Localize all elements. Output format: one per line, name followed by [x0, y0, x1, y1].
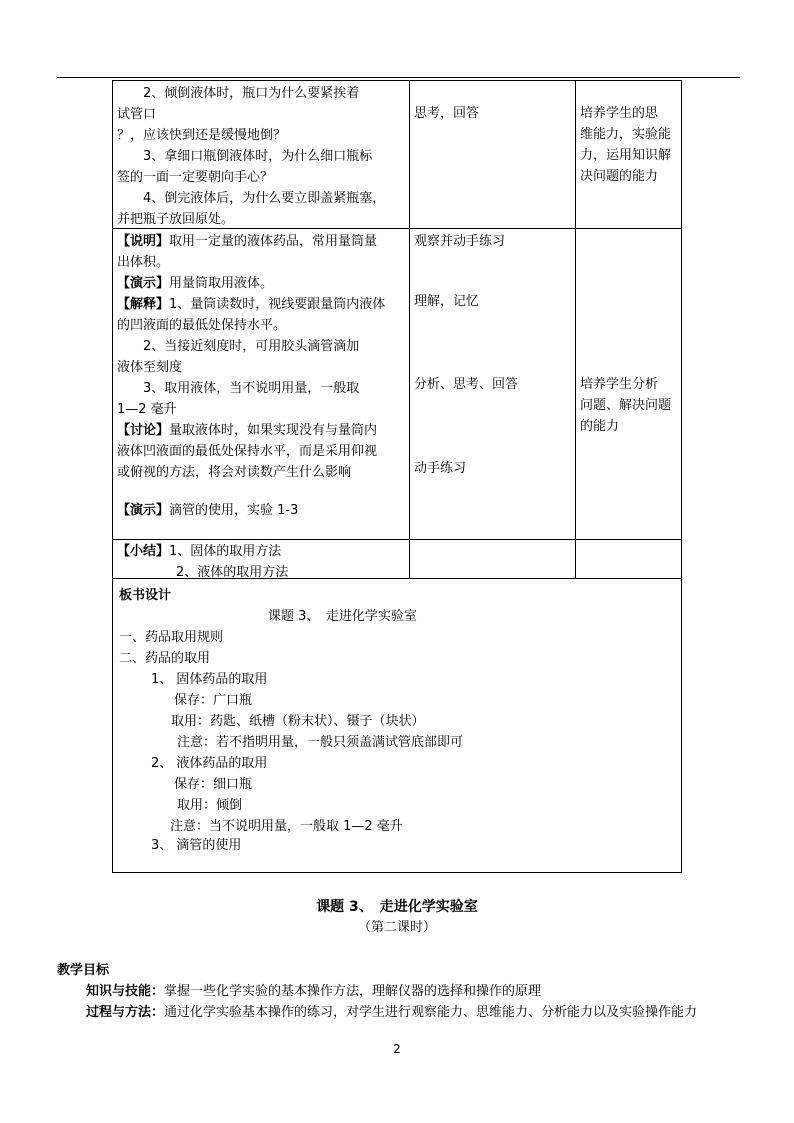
- question-line: 并把瓶子放回原处。: [117, 212, 235, 227]
- objective-label: 知识与技能：: [86, 984, 165, 999]
- objective-process: [86, 1002, 697, 1023]
- header-rule: [57, 77, 740, 78]
- board-line: 二、药品的取用: [119, 651, 211, 666]
- column-divider-1: [409, 81, 410, 578]
- activity-line: 或俯视的方法，将会对读数产生什么影响: [117, 465, 352, 480]
- intent-line: 力，运用知识解: [580, 148, 672, 163]
- question-line: ？，应该快到还是缓慢地倒？: [117, 128, 287, 143]
- board-line: 一、药品取用规则: [119, 630, 224, 645]
- lesson-subtitle: （第二课时）: [357, 920, 436, 935]
- objective-text: 通过化学实验基本操作的练习，对学生进行观察能力、思维能力、分析能力以及实验操作能力: [164, 1005, 698, 1020]
- activity-line: 3、取用液体，当不说明用量，一般取: [117, 381, 360, 396]
- tag-label: 【说明】: [117, 234, 170, 249]
- board-line: 保存：广口瓶: [174, 693, 253, 708]
- board-line: 注意：若不指明用量，一般只须盖满试管底部即可: [177, 735, 464, 750]
- tag-label: 【演示】: [117, 276, 170, 291]
- lesson-title: 课题 3、 走进化学实验室: [316, 899, 478, 915]
- objective-knowledge: [86, 981, 541, 1002]
- activity-line: [117, 500, 409, 521]
- activity-text: 滴管的使用，实验 1-3: [169, 503, 299, 518]
- student-line: 观察并动手练习: [414, 234, 506, 249]
- student-line: 理解，记忆: [414, 294, 480, 309]
- activity-line: [117, 420, 409, 441]
- intent-line: 问题、解决问题: [580, 398, 672, 413]
- board-line: 取用：倾倒: [177, 798, 243, 813]
- question-line: 3、拿细口瓶倒液体时，为什么细口瓶标: [117, 149, 373, 164]
- student-line: 分析、思考、回答: [414, 377, 519, 392]
- tag-label: 【讨论】: [117, 423, 170, 438]
- tag-label: 【解释】: [117, 297, 170, 312]
- activity-line: 液体凹液面的最低处保持水平，而是采用仰视: [117, 444, 378, 459]
- activity-text: 量取液体时，如果实现没有与量筒内: [169, 423, 378, 438]
- objective-label: 过程与方法：: [86, 1005, 165, 1020]
- page-number: 2: [393, 1042, 401, 1056]
- question-line: 签的一面一定要朝向手心？: [117, 170, 274, 185]
- summary-text: 1、固体的取用方法: [169, 544, 282, 559]
- activity-text: 1、量筒读数时，视线要跟量筒内液体: [169, 297, 386, 312]
- activity-text: 用量筒取用液体。: [169, 276, 274, 291]
- activity-line: [117, 273, 409, 294]
- objectives-heading: 教学目标: [57, 963, 110, 978]
- row-divider-2: [113, 539, 681, 540]
- question-line: 2、倾倒液体时，瓶口为什么要紧挨着: [117, 86, 360, 101]
- activity-line: 出体积。: [117, 255, 170, 270]
- column-divider-2: [575, 81, 576, 578]
- intent-line: 的能力: [580, 419, 620, 434]
- board-design-heading: 板书设计: [119, 588, 172, 603]
- intent-line: 决问题的能力: [580, 169, 659, 184]
- row1-student-activity: 思考，回答: [414, 106, 480, 121]
- activity-line: 液体至刻度: [117, 360, 183, 375]
- lesson-table: [112, 80, 682, 873]
- board-line: 1、 固体药品的取用: [151, 672, 268, 687]
- activity-line: 1—2 毫升: [117, 402, 177, 417]
- board-line: 保存：细口瓶: [174, 777, 253, 792]
- objective-text: 掌握一些化学实验的基本操作方法，理解仪器的选择和操作的原理: [164, 984, 542, 999]
- summary-line: [117, 541, 409, 562]
- activity-line: 的凹液面的最低处保持水平。: [117, 318, 287, 333]
- intent-line: 培养学生分析: [580, 377, 659, 392]
- board-design-title: 课题 3、 走进化学实验室: [268, 609, 417, 624]
- intent-line: 培养学生的思: [580, 106, 659, 121]
- tag-label: 【小结】: [117, 544, 170, 559]
- question-line: 试管口: [117, 107, 157, 122]
- board-line: 2、 液体药品的取用: [151, 756, 268, 771]
- activity-line: [117, 231, 409, 252]
- board-line: 3、 滴管的使用: [151, 838, 242, 853]
- question-line: 4、倒完液体后，为什么要立即盖紧瓶塞，: [117, 191, 386, 206]
- tag-label: 【演示】: [117, 503, 170, 518]
- activity-line: 2、当接近刻度时，可用胶头滴管滴加: [117, 339, 360, 354]
- activity-line: [117, 294, 409, 315]
- board-line: 取用：药匙、纸槽（粉末状）、镊子（块状）: [171, 714, 425, 729]
- intent-line: 维能力，实验能: [580, 127, 672, 142]
- board-line: 注意：当不说明用量，一般取 1—2 毫升: [170, 819, 403, 834]
- student-line: 动手练习: [414, 461, 467, 476]
- summary-line: 2、液体的取用方法: [176, 565, 289, 580]
- activity-text: 取用一定量的液体药品，常用量筒量: [169, 234, 378, 249]
